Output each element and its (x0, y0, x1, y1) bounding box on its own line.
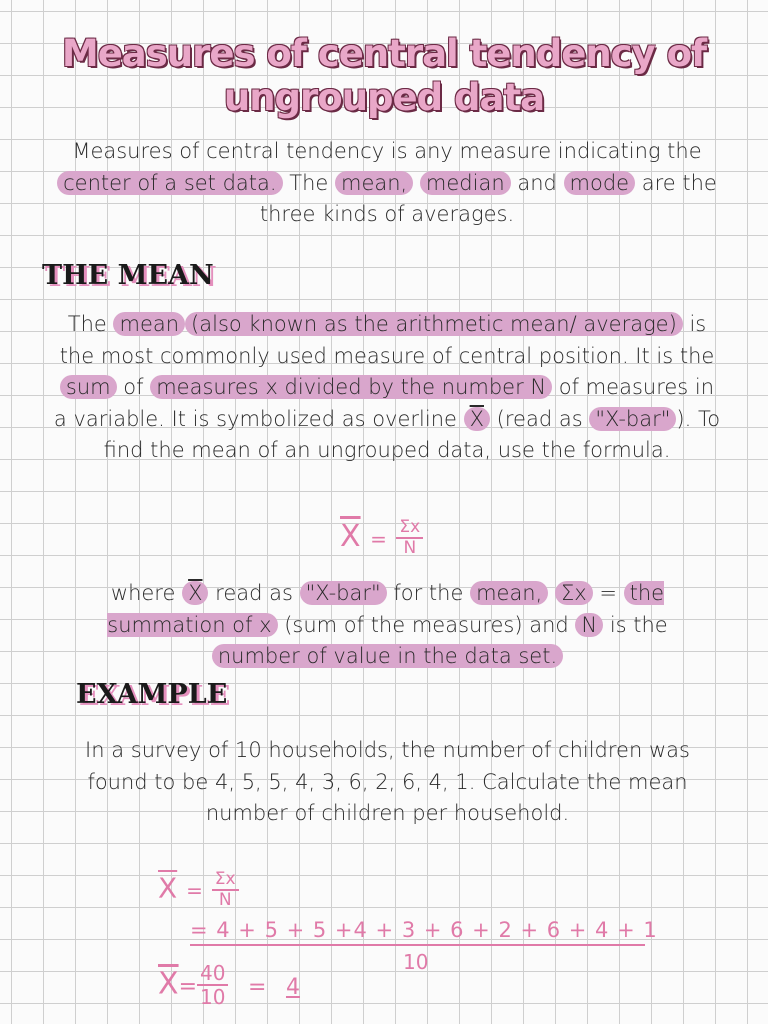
highlight-center: center of a set data. (57, 171, 282, 195)
highlight-summation: the summation of x (107, 581, 665, 637)
example-heading: EXAMPLE (76, 679, 228, 710)
highlight-mean: mean, (470, 581, 548, 605)
fraction-bar (190, 944, 645, 946)
page-title: Measures of central tendency of ungrouped data (61, 32, 707, 119)
example-text: In a survey of 10 households, the number of children was found to be 4, 5, 5, 4, 3, 6, 2, 6, 4, 1. Calculate the mean number of children per household. (85, 738, 690, 825)
intro-text: and (510, 170, 564, 195)
where-paragraph (60, 578, 715, 673)
highlight-xbar: $\overline{X}$ (464, 407, 490, 431)
highlight-mean: mean, (335, 171, 413, 195)
highlight-arithmetic: (also known as the arithmetic mean/ average) (185, 312, 683, 336)
work-fraction-2 (197, 962, 228, 1008)
where-text: for the (386, 581, 471, 605)
where-text: (sum of the measures) and (277, 612, 576, 637)
intro-text: The (282, 170, 335, 195)
work-equals: = (186, 878, 203, 903)
mean-text: of measures in a variable. It is symbolized as overline (53, 375, 715, 431)
where-text (548, 581, 555, 605)
mean-text: The (67, 312, 114, 336)
intro-text: are the three kinds of averages. (259, 170, 717, 226)
mean-paragraph (52, 309, 722, 467)
highlight-number-of-values: number of value in the data set. (212, 644, 563, 668)
where-text: read as (208, 581, 300, 605)
highlight-divided: measures x divided by the number N (150, 375, 552, 399)
work-equals: = (178, 974, 197, 1000)
highlight-xbar: $\overline{X}$ (182, 581, 208, 605)
work-numerator-2: 40 (197, 962, 228, 986)
where-text: where (110, 581, 183, 605)
formula-equals: = (370, 527, 387, 552)
where-text: is the (603, 612, 668, 637)
where-text: = (592, 581, 624, 605)
work-xbar: $\overline{X}$ (158, 966, 179, 1002)
work-step-3 (158, 962, 300, 1008)
formula-fraction (396, 518, 423, 557)
highlight-mode: mode (564, 171, 636, 195)
work-sum-denominator: 10 (403, 950, 429, 974)
work-denominator-2: 10 (200, 985, 226, 1009)
highlight-mean: mean (113, 312, 185, 336)
work-sum: = 4 + 5 + 5 +4 + 3 + 6 + 2 + 6 + 4 + 1 (190, 918, 658, 942)
mean-text: ). To find the mean of an ungrouped data, use the formula. (103, 406, 721, 462)
work-result: 4 (285, 974, 300, 1000)
highlight-xbar-read: "X-bar" (300, 581, 387, 605)
highlight-sigma-x: Σx (555, 581, 593, 605)
intro-text (413, 171, 420, 195)
intro-paragraph (52, 136, 722, 231)
mean-text: (read as (490, 406, 590, 431)
work-equals-2: = (248, 974, 267, 1000)
work-xbar: $\overline{X}$ (158, 871, 178, 905)
highlight-n: N (575, 613, 603, 637)
formula-numerator: Σx (396, 518, 423, 539)
intro-text: Measures of central tendency is any measure indicating the (72, 139, 702, 163)
work-step-1 (158, 870, 239, 909)
mean-formula (340, 518, 423, 557)
work-numerator: Σx (212, 870, 239, 891)
work-denominator: N (218, 889, 232, 910)
formula-denominator: N (403, 537, 417, 558)
mean-text: is the most commonly used measure of central position. It is the (59, 312, 715, 368)
work-fraction (212, 870, 239, 909)
mean-heading: THE MEAN (42, 260, 214, 291)
formula-xbar: $\overline{X}$ (340, 519, 361, 555)
highlight-median: median (420, 171, 511, 195)
mean-text: of (116, 375, 151, 399)
highlight-xbar-read: "X-bar" (589, 407, 676, 431)
highlight-sum: sum (60, 375, 117, 399)
